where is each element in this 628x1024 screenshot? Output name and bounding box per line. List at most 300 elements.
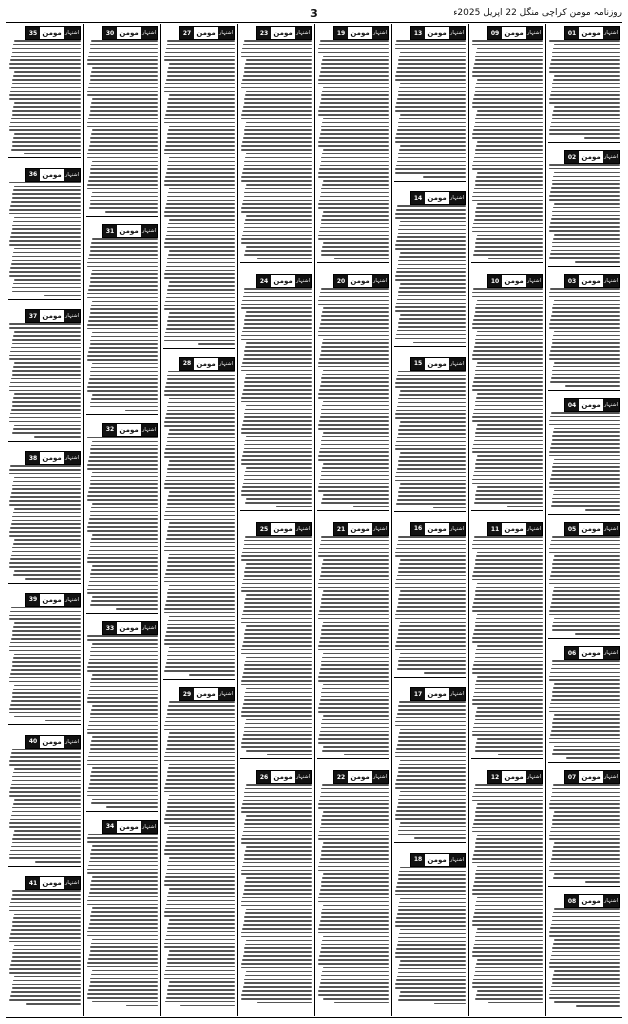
text-line bbox=[397, 129, 466, 131]
text-line bbox=[476, 304, 543, 306]
text-line bbox=[476, 555, 543, 557]
text-line bbox=[400, 867, 466, 869]
text-line bbox=[12, 287, 81, 289]
notice-block bbox=[548, 892, 620, 1016]
text-line bbox=[89, 176, 158, 178]
notice-tag: اشتہار bbox=[372, 27, 388, 39]
text-line bbox=[89, 752, 158, 754]
text-line bbox=[87, 526, 158, 528]
notice-number: 13 bbox=[411, 27, 425, 39]
text-line bbox=[24, 153, 81, 155]
text-line bbox=[477, 897, 543, 899]
text-line bbox=[549, 738, 620, 740]
text-line bbox=[241, 180, 312, 182]
text-line bbox=[549, 935, 620, 937]
text-line bbox=[322, 342, 389, 344]
text-line bbox=[11, 898, 81, 900]
text-line bbox=[475, 463, 543, 465]
text-line bbox=[549, 40, 620, 42]
text-line bbox=[166, 172, 235, 174]
text-line bbox=[167, 196, 235, 198]
text-line bbox=[473, 223, 543, 225]
text-line bbox=[395, 310, 466, 312]
text-line bbox=[398, 874, 466, 876]
text-line bbox=[9, 910, 81, 912]
text-line bbox=[397, 744, 466, 746]
text-line bbox=[398, 59, 466, 61]
text-line bbox=[550, 672, 620, 674]
text-line bbox=[12, 291, 81, 293]
text-line bbox=[9, 390, 81, 392]
text-line bbox=[164, 818, 235, 820]
text-line bbox=[244, 98, 312, 100]
text-line bbox=[87, 701, 158, 703]
text-line bbox=[321, 661, 389, 663]
text-line bbox=[550, 63, 620, 65]
text-line bbox=[396, 334, 466, 336]
text-line bbox=[398, 260, 466, 262]
text-line bbox=[166, 966, 235, 968]
notice-title: مومن bbox=[117, 622, 141, 634]
text-line bbox=[245, 598, 312, 600]
text-line bbox=[398, 567, 466, 569]
notice-body-text bbox=[317, 783, 389, 1004]
text-line bbox=[168, 98, 235, 100]
notice-number: 22 bbox=[334, 771, 348, 783]
notice-label-box bbox=[410, 357, 466, 371]
notice-number: 32 bbox=[103, 424, 117, 436]
text-line bbox=[167, 869, 235, 871]
text-line bbox=[244, 544, 312, 546]
text-line bbox=[242, 738, 312, 740]
notice-tag: اشتہار bbox=[141, 27, 157, 39]
text-line bbox=[549, 548, 620, 550]
text-line bbox=[92, 970, 158, 972]
text-line bbox=[169, 94, 235, 96]
text-line bbox=[14, 570, 81, 572]
text-line bbox=[550, 990, 620, 992]
notice-label-box bbox=[179, 687, 235, 701]
text-line bbox=[242, 300, 312, 302]
notice-body-text bbox=[163, 370, 235, 677]
text-line bbox=[14, 217, 81, 219]
text-line bbox=[12, 890, 81, 892]
text-line bbox=[164, 215, 235, 217]
text-line bbox=[321, 161, 389, 163]
text-line bbox=[474, 881, 543, 883]
text-line bbox=[241, 811, 312, 813]
notice-tag: اشتہار bbox=[218, 688, 234, 700]
text-line bbox=[168, 192, 235, 194]
text-line bbox=[244, 796, 312, 798]
text-line bbox=[476, 649, 543, 651]
text-line bbox=[166, 413, 235, 415]
text-line bbox=[242, 362, 312, 364]
text-line bbox=[241, 335, 312, 337]
text-line bbox=[553, 974, 620, 976]
text-line bbox=[88, 382, 158, 384]
text-line bbox=[400, 991, 466, 993]
notice-title: مومن bbox=[40, 169, 64, 181]
text-line bbox=[322, 184, 389, 186]
text-line bbox=[549, 486, 620, 488]
text-line bbox=[244, 731, 312, 733]
text-line bbox=[168, 402, 235, 404]
text-line bbox=[12, 987, 81, 989]
text-line bbox=[90, 748, 158, 750]
text-line bbox=[166, 748, 235, 750]
text-line bbox=[245, 850, 312, 852]
notice-number: 02 bbox=[565, 151, 579, 163]
text-line bbox=[12, 193, 81, 195]
text-line bbox=[553, 110, 620, 112]
notice-block bbox=[240, 768, 312, 1016]
text-line bbox=[477, 645, 543, 647]
text-line bbox=[472, 44, 543, 46]
text-line bbox=[166, 717, 235, 719]
text-line bbox=[397, 606, 466, 608]
text-line bbox=[92, 643, 158, 645]
text-line bbox=[169, 701, 235, 703]
text-line bbox=[164, 487, 235, 489]
text-line bbox=[552, 370, 620, 372]
text-line bbox=[473, 823, 543, 825]
text-line bbox=[397, 406, 466, 408]
text-line bbox=[14, 976, 81, 978]
text-line bbox=[472, 102, 543, 104]
notice-block bbox=[8, 449, 81, 591]
notice-heading bbox=[163, 357, 235, 369]
text-line bbox=[398, 999, 466, 1001]
text-line bbox=[475, 559, 543, 561]
text-line bbox=[318, 235, 389, 237]
notice-label-box bbox=[564, 274, 620, 288]
text-line bbox=[554, 428, 620, 430]
text-line bbox=[413, 342, 466, 344]
text-line bbox=[165, 666, 235, 668]
text-line bbox=[245, 409, 312, 411]
text-line bbox=[398, 326, 466, 328]
text-line bbox=[318, 176, 389, 178]
text-line bbox=[12, 665, 81, 667]
text-line bbox=[87, 499, 158, 501]
text-line bbox=[395, 614, 466, 616]
text-line bbox=[472, 227, 543, 229]
text-line bbox=[323, 211, 389, 213]
notice-tag: اشتہار bbox=[603, 275, 619, 287]
text-line bbox=[319, 641, 389, 643]
notice-tag: اشتہار bbox=[141, 225, 157, 237]
text-line bbox=[476, 459, 543, 461]
text-line bbox=[164, 639, 235, 641]
text-line bbox=[552, 920, 620, 922]
text-line bbox=[9, 129, 81, 131]
text-line bbox=[246, 563, 312, 565]
text-line bbox=[473, 792, 543, 794]
text-line bbox=[243, 327, 312, 329]
text-line bbox=[91, 600, 158, 602]
notice-block bbox=[394, 189, 466, 354]
text-line bbox=[318, 901, 389, 903]
text-line bbox=[11, 638, 81, 640]
text-line bbox=[397, 299, 466, 301]
text-line bbox=[246, 122, 312, 124]
text-line bbox=[472, 40, 543, 42]
text-line bbox=[242, 645, 312, 647]
text-line bbox=[241, 905, 312, 907]
text-line bbox=[472, 703, 543, 705]
text-line bbox=[241, 397, 312, 399]
text-line bbox=[87, 592, 158, 594]
notice-title: مومن bbox=[579, 647, 603, 659]
text-line bbox=[472, 168, 543, 170]
text-line bbox=[498, 754, 543, 756]
notice-block bbox=[240, 24, 312, 272]
notice-tag: اشتہار bbox=[295, 275, 311, 287]
text-line bbox=[243, 296, 312, 298]
text-line bbox=[395, 814, 466, 816]
text-line bbox=[553, 846, 620, 848]
masthead-group bbox=[453, 8, 622, 18]
text-line bbox=[474, 409, 543, 411]
notice-heading bbox=[240, 26, 312, 38]
text-line bbox=[553, 815, 620, 817]
text-line bbox=[476, 176, 543, 178]
text-line bbox=[244, 823, 312, 825]
text-line bbox=[11, 991, 81, 993]
text-line bbox=[11, 56, 81, 58]
text-line bbox=[552, 246, 620, 248]
text-line bbox=[398, 491, 466, 493]
text-line bbox=[9, 760, 81, 762]
text-line bbox=[396, 503, 466, 505]
text-line bbox=[475, 688, 543, 690]
text-line bbox=[553, 238, 620, 240]
text-line bbox=[322, 215, 389, 217]
text-line bbox=[399, 964, 466, 966]
text-line bbox=[169, 63, 235, 65]
text-line bbox=[164, 91, 235, 93]
text-line bbox=[92, 939, 158, 941]
text-line bbox=[552, 691, 620, 693]
text-line bbox=[87, 732, 158, 734]
text-line bbox=[241, 873, 312, 875]
text-line bbox=[12, 485, 81, 487]
text-line bbox=[244, 479, 312, 481]
footer-rule bbox=[6, 1017, 622, 1018]
text-line bbox=[92, 301, 158, 303]
text-line bbox=[87, 697, 158, 699]
notice-heading bbox=[240, 522, 312, 534]
text-line bbox=[434, 1003, 466, 1005]
text-line bbox=[398, 598, 466, 600]
text-line bbox=[105, 211, 158, 213]
text-line bbox=[12, 952, 81, 954]
text-line bbox=[476, 742, 543, 744]
notice-body-text bbox=[86, 237, 158, 412]
text-line bbox=[168, 589, 235, 591]
text-line bbox=[488, 1002, 543, 1004]
notice-tag: اشتہار bbox=[295, 523, 311, 535]
paper-name: روزنامہ bbox=[593, 8, 622, 18]
text-line bbox=[88, 258, 158, 260]
text-line bbox=[397, 330, 466, 332]
text-line bbox=[246, 971, 312, 973]
text-line bbox=[552, 374, 620, 376]
text-line bbox=[552, 563, 620, 565]
text-line bbox=[398, 322, 466, 324]
text-line bbox=[395, 956, 466, 958]
text-line bbox=[14, 830, 81, 832]
text-line bbox=[91, 880, 158, 882]
text-line bbox=[89, 52, 158, 54]
text-line bbox=[550, 831, 620, 833]
notice-body-text bbox=[548, 287, 620, 388]
text-line bbox=[318, 835, 389, 837]
text-line bbox=[168, 129, 235, 131]
text-line bbox=[549, 997, 620, 999]
notice-body-text bbox=[317, 39, 389, 260]
text-line bbox=[475, 405, 543, 407]
notice-number: 14 bbox=[411, 192, 425, 204]
notice-body-text bbox=[394, 700, 466, 840]
text-line bbox=[164, 336, 235, 338]
text-line bbox=[477, 362, 543, 364]
text-line bbox=[167, 320, 235, 322]
text-line bbox=[400, 314, 466, 316]
text-line bbox=[90, 981, 158, 983]
text-line bbox=[554, 172, 620, 174]
text-line bbox=[246, 342, 312, 344]
text-line bbox=[89, 347, 158, 349]
text-line bbox=[475, 432, 543, 434]
text-line bbox=[395, 306, 466, 308]
text-line bbox=[165, 939, 235, 941]
text-line bbox=[90, 312, 158, 314]
text-line bbox=[477, 738, 543, 740]
text-line bbox=[473, 98, 543, 100]
text-line bbox=[477, 393, 543, 395]
notice-tag: اشتہار bbox=[372, 771, 388, 783]
notice-tag: اشتہار bbox=[218, 358, 234, 370]
text-line bbox=[91, 569, 158, 571]
text-line bbox=[241, 339, 312, 341]
text-line bbox=[322, 467, 389, 469]
notice-block bbox=[86, 24, 158, 222]
text-line bbox=[400, 791, 466, 793]
notice-divider bbox=[86, 613, 158, 614]
text-line bbox=[12, 228, 81, 230]
text-line bbox=[164, 853, 235, 855]
text-line bbox=[90, 137, 158, 139]
text-line bbox=[472, 71, 543, 73]
text-line bbox=[167, 775, 235, 777]
text-line bbox=[167, 659, 235, 661]
text-line bbox=[472, 292, 543, 294]
notice-number: 15 bbox=[411, 358, 425, 370]
text-line bbox=[242, 897, 312, 899]
text-line bbox=[241, 715, 312, 717]
text-line bbox=[90, 604, 158, 606]
text-line bbox=[244, 947, 312, 949]
notice-label-box bbox=[25, 26, 81, 40]
text-line bbox=[318, 114, 389, 116]
text-line bbox=[12, 842, 81, 844]
text-line bbox=[552, 788, 620, 790]
text-line bbox=[472, 924, 543, 926]
notice-heading bbox=[548, 150, 620, 162]
text-line bbox=[473, 602, 543, 604]
text-line bbox=[395, 921, 466, 923]
notice-column bbox=[160, 24, 237, 1016]
text-line bbox=[87, 841, 158, 843]
notice-body-text bbox=[471, 287, 543, 508]
text-line bbox=[474, 536, 543, 538]
notice-label-box bbox=[410, 191, 466, 205]
text-line bbox=[257, 1002, 312, 1004]
text-line bbox=[9, 566, 81, 568]
notice-heading bbox=[8, 735, 81, 747]
text-line bbox=[87, 561, 158, 563]
text-line bbox=[396, 948, 466, 950]
text-line bbox=[169, 585, 235, 587]
text-line bbox=[13, 949, 81, 951]
text-line bbox=[245, 944, 312, 946]
notice-body-text bbox=[394, 866, 466, 1006]
notice-tag: اشتہار bbox=[603, 771, 619, 783]
text-line bbox=[400, 145, 466, 147]
text-line bbox=[552, 470, 620, 472]
text-line bbox=[318, 897, 389, 899]
text-line bbox=[243, 703, 312, 705]
text-line bbox=[477, 48, 543, 50]
text-line bbox=[87, 931, 158, 933]
text-line bbox=[9, 275, 81, 277]
text-line bbox=[166, 297, 235, 299]
text-line bbox=[552, 722, 620, 724]
notice-heading bbox=[163, 26, 235, 38]
text-line bbox=[245, 250, 312, 252]
notice-body-text bbox=[394, 370, 466, 510]
text-line bbox=[167, 499, 235, 501]
text-line bbox=[319, 610, 389, 612]
text-line bbox=[473, 664, 543, 666]
notice-heading bbox=[8, 451, 81, 463]
text-line bbox=[92, 876, 158, 878]
text-line bbox=[245, 567, 312, 569]
text-line bbox=[323, 56, 389, 58]
text-line bbox=[165, 448, 235, 450]
text-line bbox=[92, 394, 158, 396]
text-line bbox=[323, 339, 389, 341]
text-line bbox=[12, 838, 81, 840]
text-line bbox=[88, 958, 158, 960]
text-line bbox=[321, 536, 389, 538]
text-line bbox=[424, 672, 466, 674]
text-line bbox=[320, 731, 389, 733]
text-line bbox=[474, 157, 543, 159]
text-line bbox=[243, 168, 312, 170]
text-line bbox=[321, 947, 389, 949]
text-line bbox=[321, 409, 389, 411]
text-line bbox=[92, 907, 158, 909]
text-line bbox=[552, 598, 620, 600]
text-line bbox=[321, 696, 389, 698]
text-line bbox=[167, 744, 235, 746]
text-line bbox=[9, 795, 81, 797]
text-line bbox=[169, 950, 235, 952]
text-line bbox=[9, 67, 81, 69]
